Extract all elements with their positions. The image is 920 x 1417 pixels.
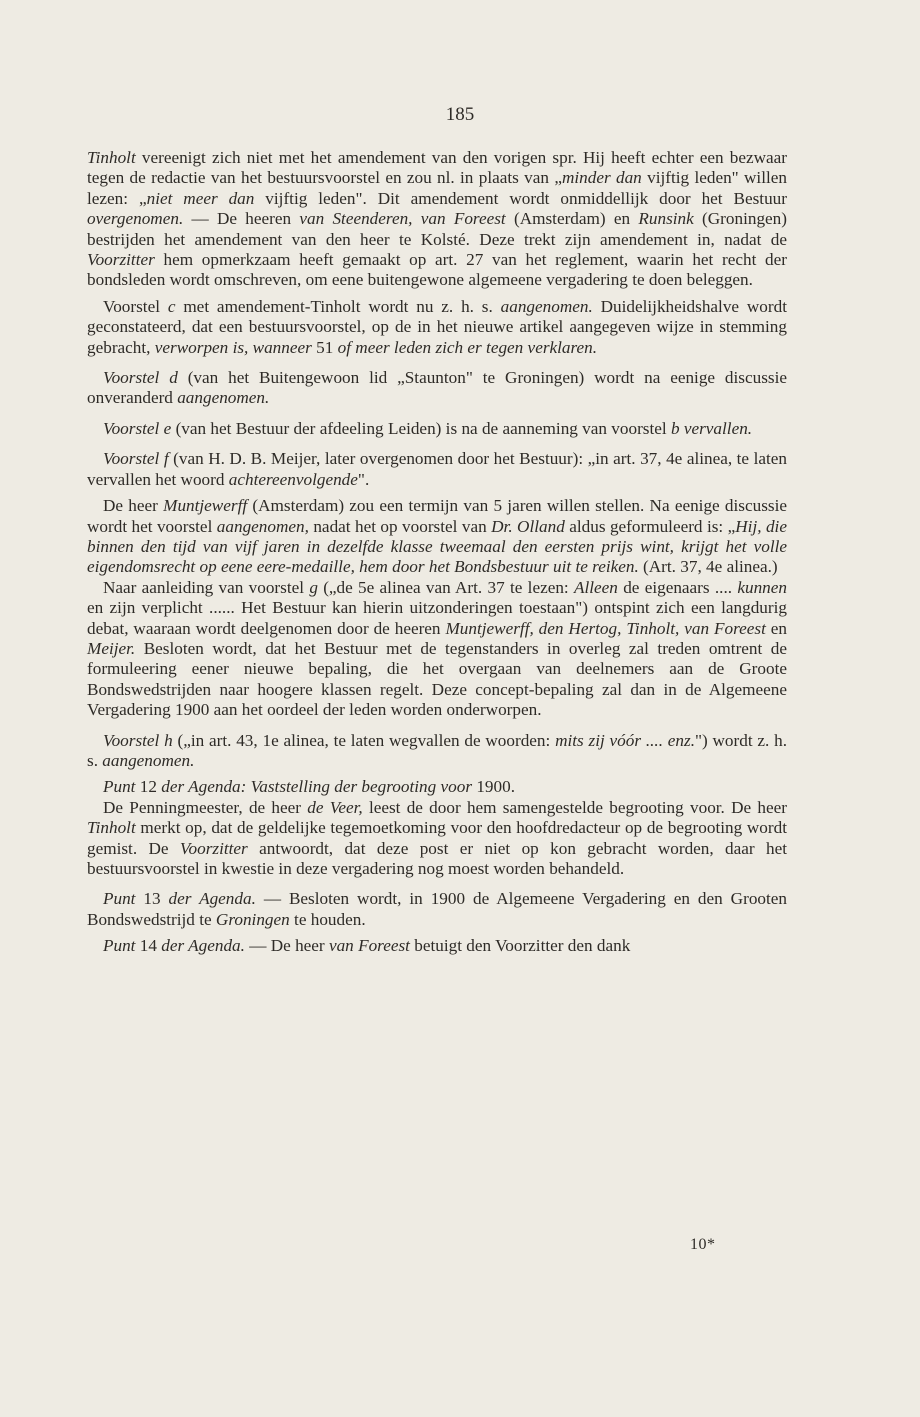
- italic-run: verworpen is, wanneer: [154, 337, 312, 357]
- italic-run: mits zij vóór .... enz.: [555, 730, 695, 750]
- text-run: — Besloten wordt, in 1900 de Algemeene Vergadering en den Grooten Bondswedstrijd te: [87, 889, 787, 929]
- paragraph-punt-13: [87, 889, 787, 930]
- italic-run: Tinholt: [87, 818, 136, 838]
- text-run: vijftig leden". Dit amendement wordt onmiddellijk door het Bestuur: [254, 188, 787, 208]
- text-run: vijftig leden" willen lezen: „: [87, 168, 787, 208]
- text-run: (Groningen) bestrijden het amendement van den heer te Kolsté. Deze trekt zijn amendement in, nadat de: [87, 209, 787, 249]
- text-run: („de 5e alinea van Art. 37 te lezen:: [317, 577, 574, 597]
- italic-run: der Agenda.: [161, 936, 245, 956]
- text-run: ") wordt z. h. s.: [87, 730, 787, 770]
- italic-run: aangenomen.: [500, 296, 593, 316]
- italic-run: der Agenda: Vaststelling der begrooting voor: [161, 777, 473, 797]
- italic-run: Voorstel h: [103, 730, 173, 750]
- text-run: De Penningmeester, de heer: [103, 797, 308, 817]
- paragraph-punt-14: [87, 936, 787, 956]
- italic-run: Voorstel f: [103, 449, 169, 469]
- italic-run: b vervallen.: [670, 418, 753, 438]
- italic-run: Muntjewerff, den Hertog, Tinholt, van Foreest: [445, 618, 766, 638]
- paragraph-voorstel-e: [87, 419, 787, 439]
- signature-mark: 10*: [690, 1236, 716, 1253]
- text-run: Voorstel: [103, 296, 168, 316]
- italic-run: Meijer.: [87, 638, 136, 658]
- text-run: te houden.: [289, 909, 366, 929]
- paragraph-voorstel-g: [87, 578, 787, 721]
- text-run: (van het Bestuur der afdeeling Leiden) is na de aanneming van voorstel: [171, 418, 671, 438]
- paragraph-voorstel-h: [87, 731, 787, 772]
- italic-run: achtereenvolgende: [228, 469, 358, 489]
- italic-run: van Steenderen, van Foreest: [299, 209, 506, 229]
- text-run: 51: [311, 337, 338, 357]
- italic-run: Voorstel e: [103, 418, 172, 438]
- text-run: hem opmerkzaam heeft gemaakt op art. 27 van het reglement, waarin het recht der bondsleden wordt omschreven, om eene buitengewone algemeene vergadering te doen beleggen.: [87, 250, 787, 290]
- italic-run: Punt: [103, 889, 136, 909]
- text-run: 12: [135, 777, 162, 797]
- paragraph-voorstel-c: [87, 297, 787, 358]
- text-run: („in art. 43, 1e alinea, te laten wegvallen de woorden:: [172, 730, 556, 750]
- italic-run: aangenomen,: [216, 516, 309, 536]
- paragraph-voorstel-f: [87, 449, 787, 490]
- text-run: de eigenaars ....: [617, 577, 738, 597]
- body-text: [87, 148, 787, 957]
- text-run: vereenigt zich niet met het amendement van den vorigen spr. Hij heeft echter een bezwaar tegen de redactie van het bestuursvoorstel en zou nl. in plaats van „: [87, 148, 787, 188]
- text-run: (Amsterdam) zou een termijn van 5 jaren willen stellen. Na eenige discussie wordt het voorstel: [87, 496, 787, 536]
- text-run: (van H. D. B. Meijer, later overgenomen door het Bestuur): „in art. 37, 4e alinea, te laten vervallen het woord: [87, 449, 787, 489]
- page-number: 185: [445, 104, 475, 125]
- paragraph-begrooting: [87, 798, 787, 880]
- text-run: 1900.: [472, 777, 515, 797]
- italic-run: minder dan: [561, 168, 642, 188]
- italic-run: aangenomen.: [102, 750, 195, 770]
- italic-run: c: [167, 296, 176, 316]
- italic-run: Voorstel d: [103, 368, 178, 388]
- italic-run: Alleen: [574, 577, 618, 597]
- text-run: De heer: [103, 496, 164, 516]
- italic-run: Tinholt: [87, 148, 136, 167]
- italic-run: g: [309, 577, 318, 597]
- italic-run: overgenomen.: [87, 209, 184, 229]
- text-run: merkt op, dat de geldelijke tegemoetkoming voor den hoofdredacteur op de begrooting wordt gemist. De: [87, 818, 787, 858]
- text-run: ".: [357, 469, 370, 489]
- paragraph-muntjewerff: [87, 496, 787, 578]
- text-run: Duidelijkheidshalve wordt geconstateerd, dat een bestuursvoorstel, op de in het nieuwe artikel aangegeven wijze in stemming gebracht,: [87, 296, 787, 357]
- text-run: met amendement-Tinholt wordt nu z. h. s.: [175, 296, 501, 316]
- text-run: Besloten wordt, dat het Bestuur met de tegenstanders in overleg zal treden omtrent de formuleering eener nieuwe bepaling, die het overgaan van deelnemers aan de Groote Bondswedstrijden naar hoogere klassen regelt. Deze concept-bepaling zal dan in de Algemeene Vergadering 1900 aan het oordeel der leden worden onderworpen.: [87, 638, 787, 720]
- text-run: (van het Buitengewoon lid „Staunton" te Groningen) wordt na eenige discussie onveranderd: [87, 368, 787, 408]
- italic-run: der Agenda.: [168, 889, 256, 909]
- italic-run: Runsink: [638, 209, 694, 229]
- italic-run: of meer leden zich er tegen verklaren.: [337, 337, 598, 357]
- text-run: Naar aanleiding van voorstel: [103, 577, 310, 597]
- text-run: (Amsterdam) en: [505, 209, 639, 229]
- text-run: antwoordt, dat deze post er niet op kon gebracht worden, daar het bestuursvoorstel in kwestie in deze vergadering nog moest worden behandeld.: [87, 838, 787, 878]
- italic-run: de Veer,: [307, 797, 363, 817]
- text-run: leest de door hem samengestelde begrooting voor. De heer: [362, 797, 787, 817]
- italic-run: niet meer dan: [146, 188, 255, 208]
- italic-run: Muntjewerff: [163, 496, 248, 516]
- italic-run: aangenomen.: [177, 388, 270, 408]
- text-run: en: [765, 618, 788, 638]
- text-run: 14: [135, 936, 162, 956]
- italic-run: Hij, die binnen den tijd van vijf jaren in dezelfde klasse tweemaal den eersten prijs wint, krijgt het volle eigendomsrecht op eene eere-medaille, hem door het Bondsbestuur uit te reiken.: [87, 516, 787, 577]
- italic-run: Voorzitter: [179, 838, 248, 858]
- paragraph-voorstel-d: [87, 368, 787, 409]
- italic-run: van Foreest: [328, 936, 410, 956]
- text-run: en zijn verplicht ...... Het Bestuur kan hierin uitzonderingen toestaan") ontspint zich een langdurig debat, waaraan wordt deelgenomen door de heeren: [87, 598, 787, 638]
- text-run: aldus geformuleerd is: „: [564, 516, 736, 536]
- text-run: — De heer: [244, 936, 329, 956]
- italic-run: Dr. Olland: [491, 516, 565, 536]
- paragraph-punt-12: [87, 777, 787, 797]
- text-run: nadat het op voorstel van: [308, 516, 492, 536]
- italic-run: Groningen: [215, 909, 290, 929]
- italic-run: kunnen: [737, 577, 787, 597]
- italic-run: Voorzitter: [87, 250, 155, 270]
- text-run: betuigt den Voorzitter den dank: [409, 936, 631, 956]
- italic-run: Punt: [103, 936, 136, 956]
- text-run: 13: [135, 889, 169, 909]
- text-run: (Art. 37, 4e alinea.): [638, 557, 778, 577]
- paragraph-tinholt-amendment: [87, 148, 787, 291]
- text-run: — De heeren: [183, 209, 300, 229]
- italic-run: Punt: [103, 777, 136, 797]
